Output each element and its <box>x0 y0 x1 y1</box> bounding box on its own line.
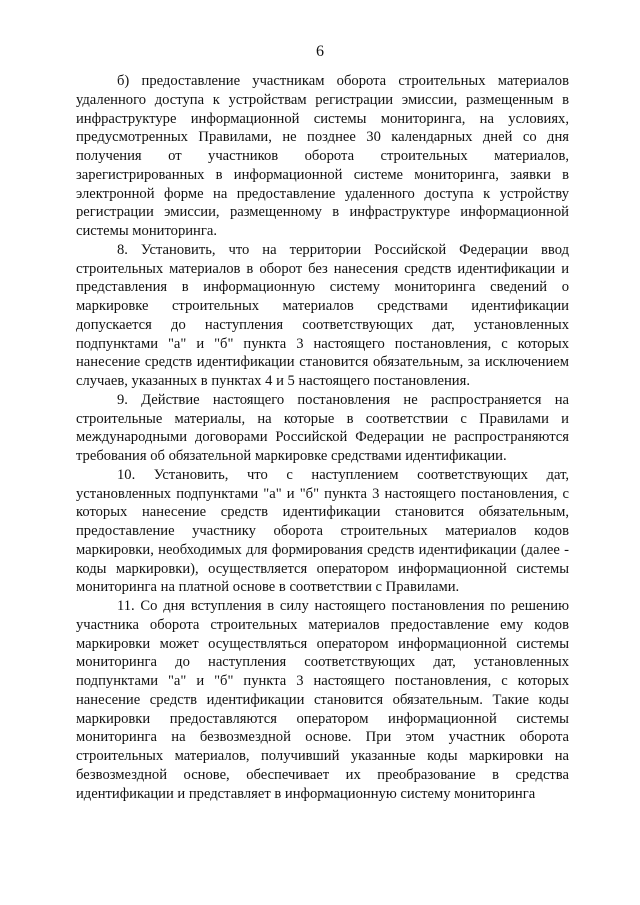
page-number: 6 <box>316 43 324 60</box>
paragraph-9: 9. Действие настоящего постановления не распространяется на строительные материалы, на которые в соответствии с Правилами и международными договорами Российской Федерации не распространяются требования об обязательной маркировке средствами идентификации. <box>76 391 569 464</box>
paragraph-6b: б) предоставление участникам оборота строительных материалов удаленного доступа к устройствам регистрации эмиссии, размещенным в инфраструктуре информационной системы мониторинга, на условиях, предусмотренных Правилами, не позднее 30 календарных дней со дня получения от участников оборота строительных материалов, зарегистрированных в информационной системе мониторинга, заявки в электронной форме на предоставление удаленного доступа к устройству регистрации эмиссии, размещенному в инфраструктуре информационной системы мониторинга. <box>76 73 569 239</box>
paragraph-8: 8. Установить, что на территории Российской Федерации ввод строительных материалов в оборот без нанесения средств идентификации и представления в информационную систему мониторинга сведений о маркировке строительных материалов средствами идентификации допускается до наступления соответствующих дат, установленных подпунктами "а" и "б" пункта 3 настоящего постановления, с которых нанесение средств идентификации становится обязательным, за исключением случаев, указанных в пунктах 4 и 5 настоящего постановления. <box>76 241 569 389</box>
paragraph-10: 10. Установить, что с наступлением соответствующих дат, установленных подпунктами "а" и "б" пункта 3 настоящего постановления, с которых нанесение средств идентификации становится обязательным, предоставление участнику оборота строительных материалов кодов маркировки, необходимых для формирования средств идентификации (далее - коды маркировки), осуществляется оператором информационной системы мониторинга на платной основе в соответствии с Правилами. <box>76 466 569 596</box>
paragraph-11: 11. Со дня вступления в силу настоящего постановления по решению участника оборота строительных материалов предоставление ему кодов маркировки может осуществляться оператором информационной системы мониторинга до наступления соответствующих дат, установленных подпунктами "а" и "б" пункта 3 настоящего постановления, с которых нанесение средств идентификации становится обязательным. Такие коды маркировки предоставляются оператором информационной системы мониторинга на безвозмездной основе. При этом участник оборота строительных материалов, получивший указанные коды маркировки на безвозмездной основе, обеспечивает их преобразование в средства идентификации и представляет в информационную систему мониторинга <box>76 598 569 802</box>
document-body <box>76 72 569 803</box>
